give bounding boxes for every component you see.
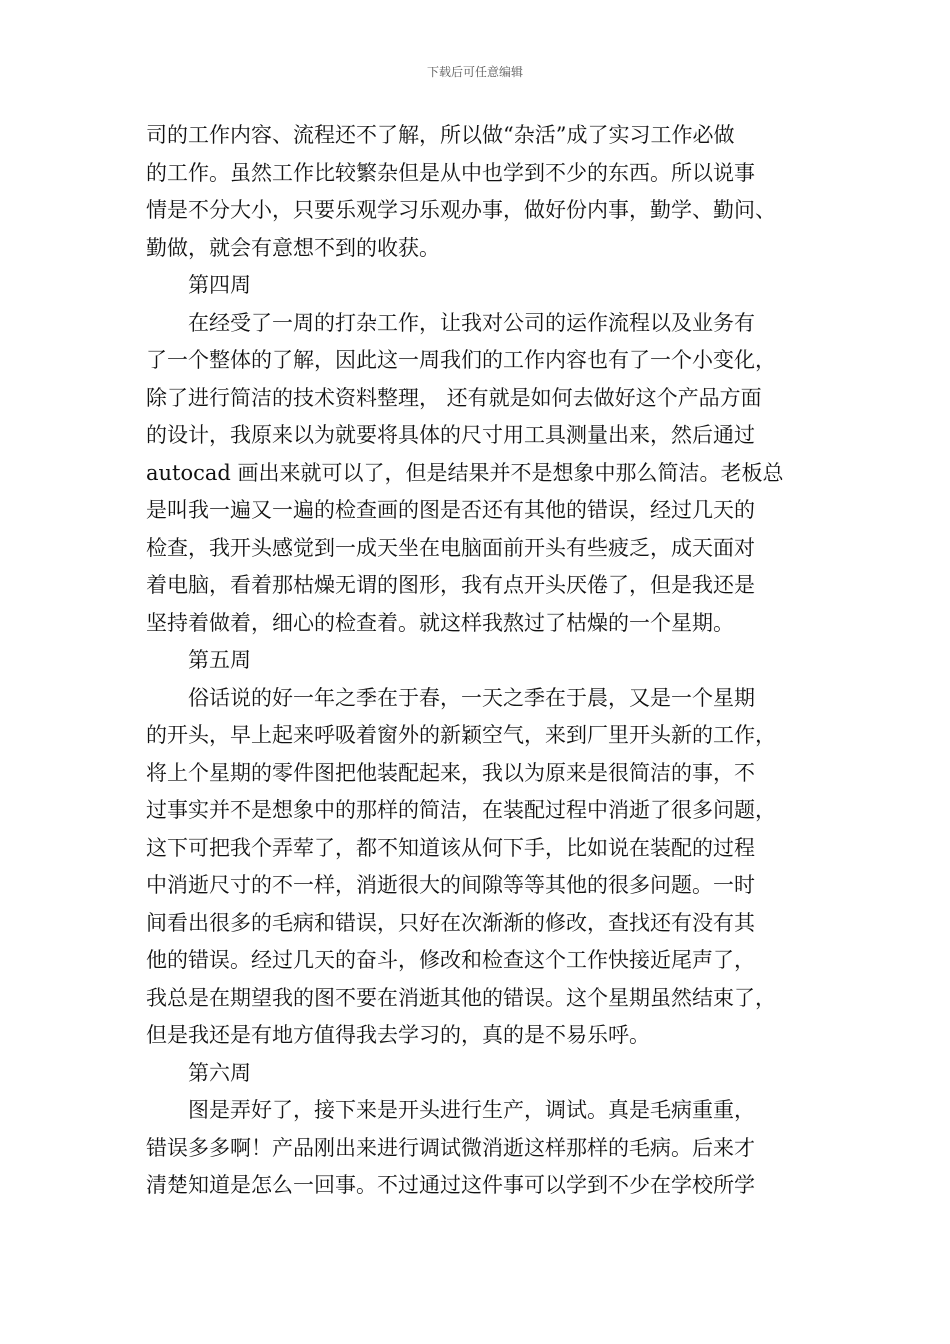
text-line: 间看出很多的毛病和错误，只好在次渐渐的修改，查找还有没有其: [146, 910, 755, 935]
text-line: 着电脑，看着那枯燥无谓的图形，我有点开头厌倦了，但是我还是: [146, 573, 755, 597]
section-heading: 第六周: [188, 1060, 251, 1085]
text-line: 将上个星期的零件图把他装配起来，我以为原来是很简洁的事，不: [146, 760, 755, 785]
text-line: 了一个整体的了解，因此这一周我们的工作内容也有了一个小变化，: [146, 348, 776, 372]
text-line: 在经受了一周的打杂工作，让我对公司的运作流程以及业务有: [188, 310, 755, 335]
text-line: 图是弄好了，接下来是开头进行生产，调试。真是毛病重重，: [188, 1098, 755, 1122]
text-line: 他的错误。经过几天的奋斗，修改和检查这个工作快接近尾声了，: [146, 948, 755, 972]
text-line: 的工作。虽然工作比较繁杂但是从中也学到不少的东西。所以说事: [146, 160, 755, 185]
text-line: 过事实并不是想象中的那样的简洁，在装配过程中消逝了很多问题，: [146, 798, 776, 822]
text-line: 俗话说的好一年之季在于春，一天之季在于晨，又是一个星期: [188, 685, 755, 710]
text-line: 的设计，我原来以为就要将具体的尺寸用工具测量出来，然后通过: [146, 423, 755, 447]
text-line: autocad 画出来就可以了，但是结果并不是想象中那么简洁。老板总: [146, 460, 784, 485]
text-line: 是叫我一遍又一遍的检查画的图是否还有其他的错误，经过几天的: [146, 498, 755, 522]
text-line: 情是不分大小，只要乐观学习乐观办事，做好份内事，勤学、勤问、: [146, 198, 776, 222]
text-line: 我总是在期望我的图不要在消逝其他的错误。这个星期虽然结束了，: [146, 985, 776, 1010]
text-line: 这下可把我个弄荤了，都不知道该从何下手，比如说在装配的过程: [146, 835, 755, 860]
text-line: 中消逝尺寸的不一样，消逝很大的间隙等等其他的很多问题。一时: [146, 873, 755, 897]
section-heading: 第四周: [188, 273, 251, 297]
text-line: 清楚知道是怎么一回事。不过通过这件事可以学到不少在学校所学: [146, 1173, 755, 1197]
section-heading: 第五周: [188, 648, 251, 672]
text-line: 坚持着做着，细心的检查着。就这样我熬过了枯燥的一个星期。: [146, 610, 734, 635]
text-line: 除了进行简洁的技术资料整理， 还有就是如何去做好这个产品方面: [146, 385, 762, 410]
page-header: 下载后可任意编辑: [426, 65, 523, 79]
text-line: 检查，我开头感觉到一成天坐在电脑面前开头有些疲乏，成天面对: [146, 535, 755, 560]
text-line: 的开头，早上起来呼吸着窗外的新颖空气，来到厂里开头新的工作，: [146, 723, 776, 747]
text-line: 司的工作内容、流程还不了解，所以做“杂活”成了实习工作必做: [146, 123, 735, 147]
text-line: 但是我还是有地方值得我去学习的，真的是不易乐呼。: [146, 1023, 650, 1047]
text-line: 勤做，就会有意想不到的收获。: [146, 235, 440, 260]
document-body: [146, 117, 814, 1205]
text-line: 错误多多啊！产品刚出来进行调试微消逝这样那样的毛病。后来才: [146, 1135, 755, 1160]
